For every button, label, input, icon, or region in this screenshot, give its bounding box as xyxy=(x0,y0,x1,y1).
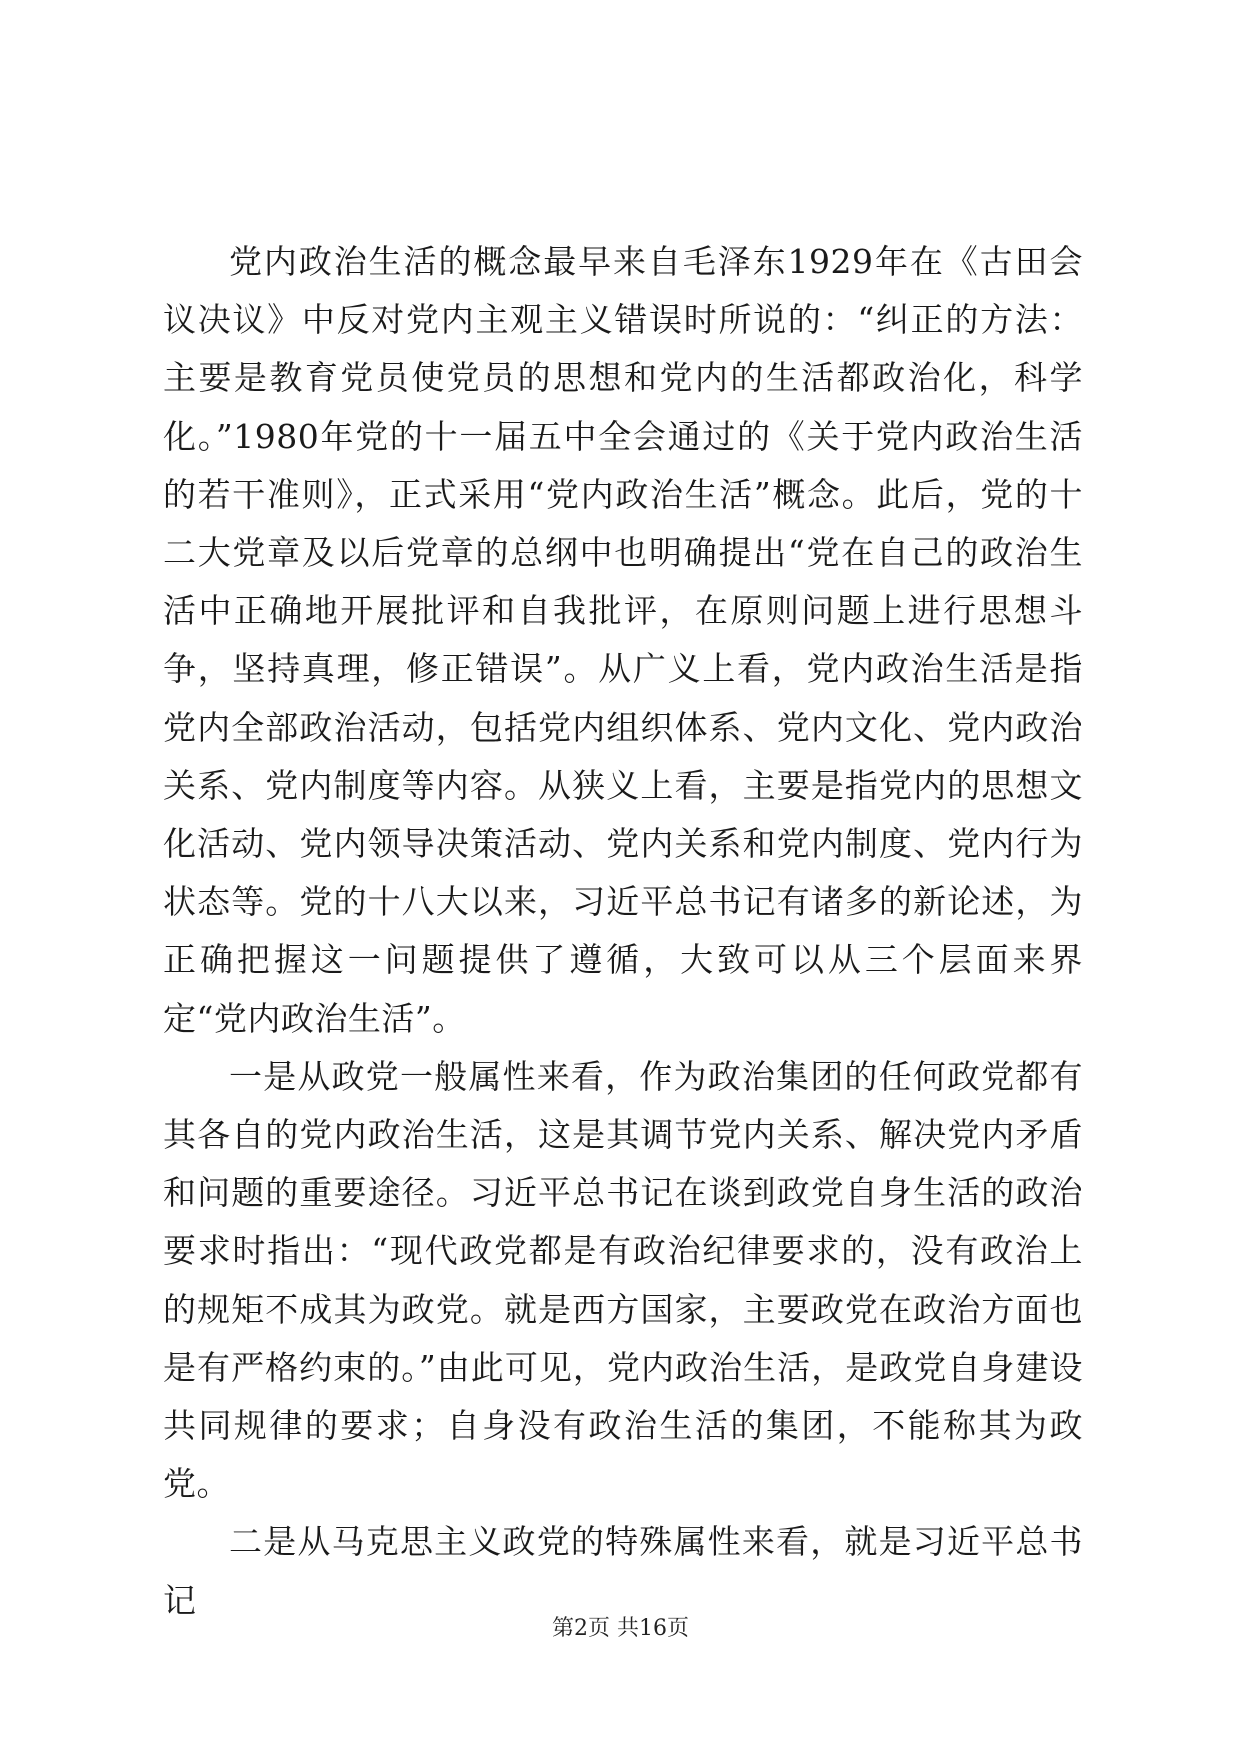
page-footer: 第2页 共16页 xyxy=(552,1616,689,1641)
paragraph-3: 二是从马克思主义政党的特殊属性来看，就是习近平总书记 xyxy=(163,1522,1083,1620)
paragraph-1: 党内政治生活的概念最早来自毛泽东1929年在《古田会议决议》中反对党内主观主义错误时所说的：“纠正的方法：主要是教育党员使党员的思想和党内的生活都政治化，科学化。”1980年党的十一届五中全会通过的《关于党内政治生活的若干准则》，正式采用“党内政治生活”概念。此后，党的十二大党章及以后党章的总纲中也明确提出“党在自己的政治生活中正确地开展批评和自我批评，在原则问题上进行思想斗争，坚持真理，修正错误”。从广义上看，党内政治生活是指党内全部政治活动，包括党内组织体系、党内文化、党内政治关系、党内制度等内容。从狭义上看，主要是指党内的思想文化活动、党内领导决策活动、党内关系和党内制度、党内行为状态等。党的十八大以来，习近平总书记有诸多的新论述，为正确把握这一问题提供了遵循，大致可以从三个层面来界定“党内政治生活”。 xyxy=(163,242,1083,1038)
paragraph-2: 一是从政党一般属性来看，作为政治集团的任何政党都有其各自的党内政治生活，这是其调节党内关系、解决党内矛盾和问题的重要途径。习近平总书记在谈到政党自身生活的政治要求时指出：“现代政党都是有政治纪律要求的，没有政治上的规矩不成其为政党。就是西方国家，主要政党在政治方面也是有严格约束的。”由此可见，党内政治生活，是政党自身建设共同规律的要求；自身没有政治生活的集团，不能称其为政党。 xyxy=(163,1056,1083,1504)
document-body xyxy=(163,233,1083,1630)
